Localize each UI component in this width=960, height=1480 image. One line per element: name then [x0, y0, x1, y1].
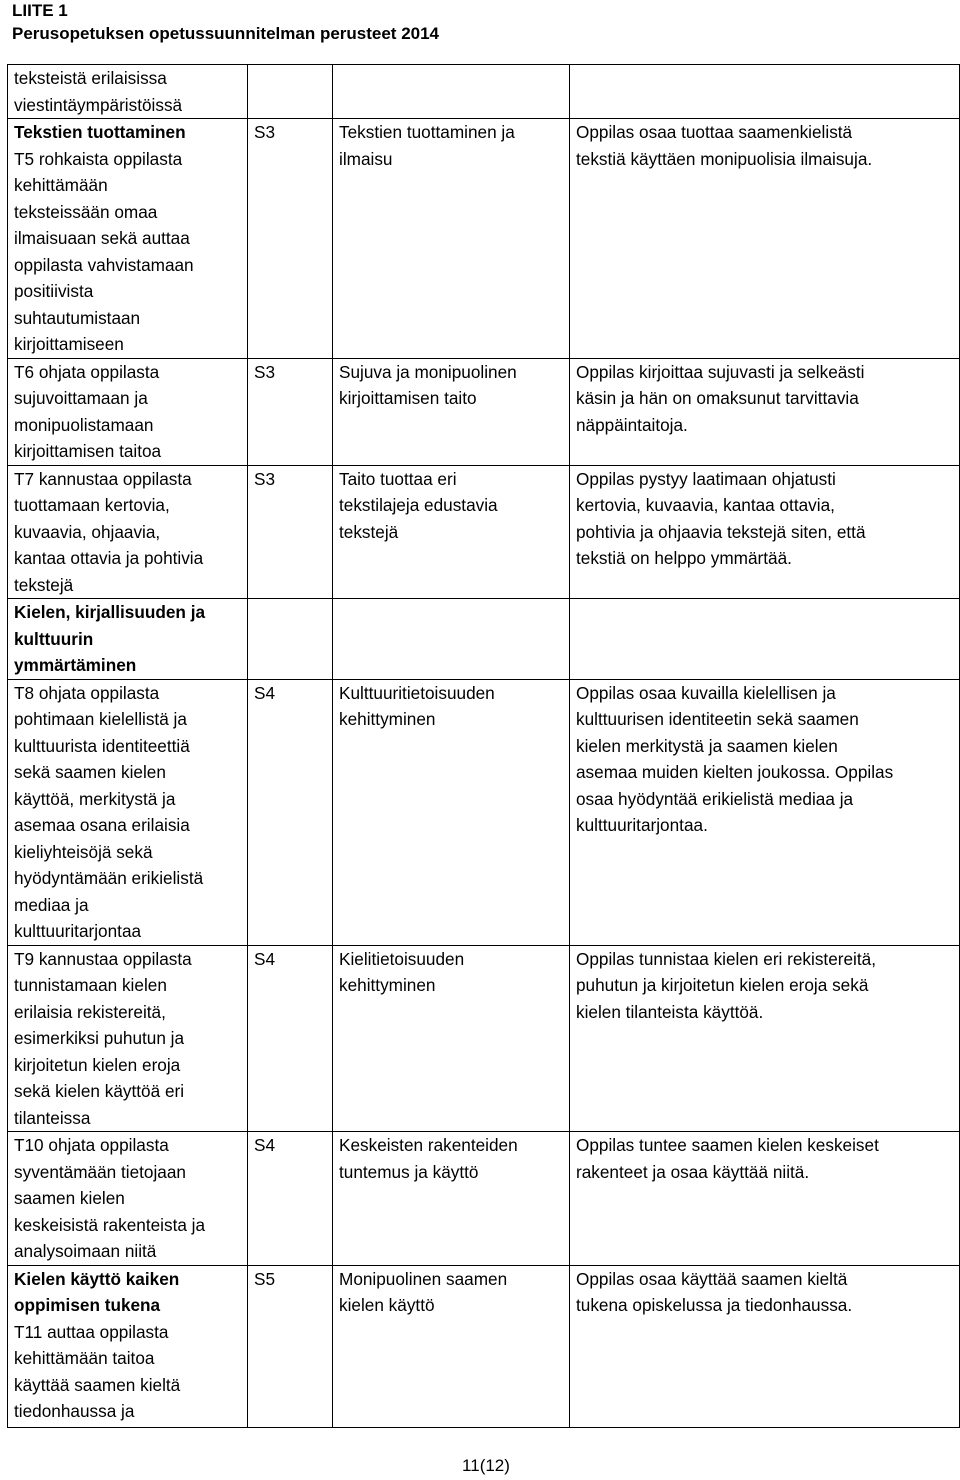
content-area-cell — [248, 1132, 333, 1266]
criteria-cell — [570, 599, 960, 680]
criteria-text: Oppilas kirjoittaa sujuvasti ja selkeästi käsin ja hän on omaksunut tarvittavia näppäintaitoja. — [576, 361, 865, 435]
objective-text: T8 ohjata oppilasta pohtimaan kielellistä ja kulttuurista identiteettiä sekä saamen kielen käyttöä, merkitystä ja asemaa osana erilaisia kieliyhteisöjä sekä hyödyntämään erikielistä mediaa ja kulttuuritarjontaa — [14, 682, 204, 941]
objective-text: teksteistä erilaisissa viestintäympäristöissä — [14, 68, 183, 115]
objective-text: T9 kannustaa oppilasta tunnistamaan kielen erilaisia rekistereitä, esimerkiksi puhutun ja kirjoitetun kielen eroja sekä kielen käyttöä eri tilanteissa — [14, 948, 192, 1128]
criteria-text: Oppilas osaa tuottaa saamenkielistä tekstiä käyttäen monipuolisia ilmaisuja. — [576, 122, 873, 169]
content-area-text: S3 — [254, 468, 276, 489]
criteria-cell — [570, 679, 960, 945]
content-area-cell — [248, 465, 333, 599]
assessment-target-cell — [333, 358, 570, 465]
objective-cell — [8, 358, 248, 465]
objective-cell — [8, 599, 248, 680]
assessment-target-cell — [333, 465, 570, 599]
content-area-text: S4 — [254, 948, 276, 969]
content-area-cell — [248, 679, 333, 945]
assessment-target-text: Monipuolinen saamen kielen käyttö — [339, 1268, 508, 1315]
assessment-target-text: Tekstien tuottaminen ja ilmaisu — [339, 122, 515, 169]
page-number: 11(12) — [462, 1456, 510, 1475]
assessment-target-cell — [333, 945, 570, 1132]
criteria-text: Oppilas tuntee saamen kielen keskeiset rakenteet ja osaa käyttää niitä. — [576, 1135, 879, 1182]
content-area-cell — [248, 1265, 333, 1427]
criteria-cell — [570, 358, 960, 465]
objective-cell — [8, 945, 248, 1132]
assessment-target-cell — [333, 119, 570, 359]
table-row — [8, 1265, 960, 1427]
assessment-target-cell — [333, 1265, 570, 1427]
criteria-text: Oppilas osaa kuvailla kielellisen ja kulttuurisen identiteetin sekä saamen kielen merkitystä ja saamen kielen asemaa muiden kielten joukossa. Oppilas osaa hyödyntää erikielistä mediaa ja kulttuuritarjontaa. — [576, 682, 894, 835]
objective-cell — [8, 1265, 248, 1427]
table-row — [8, 358, 960, 465]
objective-text: T11 auttaa oppilasta kehittämään taitoa käyttää saamen kieltä tiedonhaussa ja — [14, 1321, 181, 1421]
assessment-target-cell — [333, 679, 570, 945]
criteria-cell — [570, 119, 960, 359]
table-row — [8, 679, 960, 945]
table-row — [8, 65, 960, 119]
criteria-text: Oppilas tunnistaa kielen eri rekistereitä, puhutun ja kirjoitetun kielen eroja sekä kielen tilanteista käyttöä. — [576, 948, 876, 1022]
section-heading: Kielen käyttö kaiken oppimisen tukena — [14, 1268, 180, 1315]
criteria-cell — [570, 1132, 960, 1266]
table-row — [8, 945, 960, 1132]
objective-cell — [8, 1132, 248, 1266]
content-area-text: S5 — [254, 1268, 276, 1289]
assessment-target-text: Taito tuottaa eri tekstilajeja edustavia tekstejä — [339, 468, 498, 542]
criteria-text: Oppilas pystyy laatimaan ohjatusti kertovia, kuvaavia, kantaa ottavia, pohtivia ja ohjaavia tekstejä siten, että tekstiä on helppo ymmärtää. — [576, 468, 866, 568]
assessment-target-cell — [333, 65, 570, 119]
objective-cell — [8, 679, 248, 945]
page-header — [12, 0, 439, 46]
content-area-cell — [248, 599, 333, 680]
criteria-cell — [570, 465, 960, 599]
objective-cell — [8, 65, 248, 119]
assessment-target-text: Keskeisten rakenteiden tuntemus ja käyttö — [339, 1135, 518, 1182]
assessment-target-text: Kielitietoisuuden kehittyminen — [339, 948, 465, 995]
assessment-target-text: Sujuva ja monipuolinen kirjoittamisen taito — [339, 361, 517, 408]
table-row — [8, 119, 960, 359]
objective-cell — [8, 119, 248, 359]
content-area-text: S4 — [254, 682, 276, 703]
content-area-cell — [248, 119, 333, 359]
content-area-text: S3 — [254, 122, 276, 142]
document-title: Perusopetuksen opetussuunnitelman perusteet 2014 — [12, 24, 440, 43]
criteria-cell — [570, 1265, 960, 1427]
content-area-text: S3 — [254, 361, 276, 382]
objective-cell — [8, 465, 248, 599]
appendix-label: LIITE 1 — [12, 1, 68, 20]
content-area-cell — [248, 358, 333, 465]
objective-text: T5 rohkaista oppilasta kehittämään teksteissään omaa ilmaisuaan sekä auttaa oppilasta vahvistamaan positiivista suhtautumistaan kirjoittamiseen — [14, 148, 194, 354]
criteria-cell — [570, 65, 960, 119]
section-heading: Kielen, kirjallisuuden ja kulttuurin ymmärtäminen — [14, 602, 206, 675]
content-area-cell — [248, 945, 333, 1132]
objective-text: T6 ohjata oppilasta sujuvoittamaan ja monipuolistamaan kirjoittamisen taitoa — [14, 361, 162, 461]
assessment-target-text: Kulttuuritietoisuuden kehittyminen — [339, 682, 495, 729]
assessment-target-cell — [333, 599, 570, 680]
content-area-cell — [248, 65, 333, 119]
curriculum-table — [7, 64, 960, 1428]
table-row — [8, 465, 960, 599]
objective-text: T10 ohjata oppilasta syventämään tietojaan saamen kielen keskeisistä rakenteista ja analysoimaan niitä — [14, 1135, 206, 1261]
table-body — [8, 65, 960, 1428]
table-row — [8, 599, 960, 680]
criteria-text: Oppilas osaa käyttää saamen kieltä tukena opiskelussa ja tiedonhaussa. — [576, 1268, 853, 1315]
table-row — [8, 1132, 960, 1266]
section-heading: Tekstien tuottaminen — [14, 122, 186, 142]
assessment-target-cell — [333, 1132, 570, 1266]
objective-text: T7 kannustaa oppilasta tuottamaan kertovia, kuvaavia, ohjaavia, kantaa ottavia ja pohtivia tekstejä — [14, 468, 204, 595]
criteria-cell — [570, 945, 960, 1132]
content-area-text: S4 — [254, 1135, 276, 1155]
